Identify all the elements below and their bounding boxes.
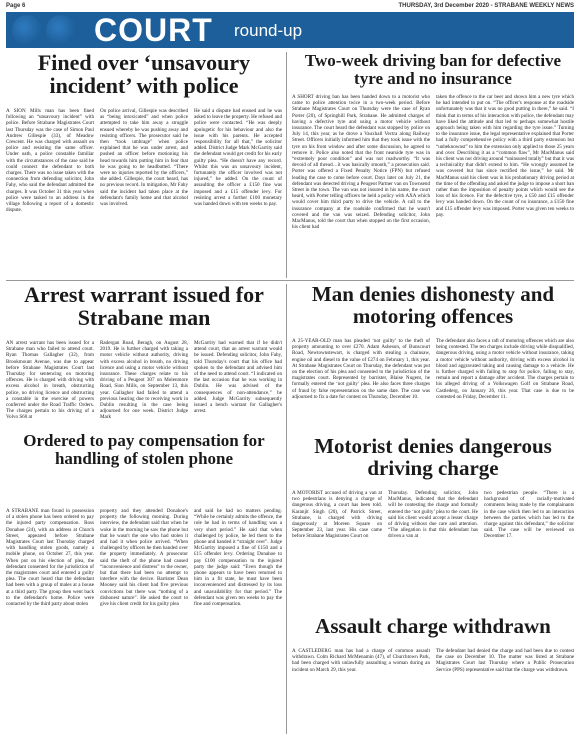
- body-column: and said he had no matters pending. “While he certainly admits the offence, the role he had in terms of handling was a very short period.” He said that when challenged by police, he led them to the phone and handed it “straight over”. Judge McGarrity imposed a fine of £150 and a £15 offender levy. Ordering Donahoe to pay £100 compensation to the injured party the judge said: “Even though the phone appears to have been returned to him in a fit state, he must have been inconvenienced and distressed by its loss and unavailability for that period.” The defendant was given ten weeks to pay the fine and compensation.: [194, 508, 282, 608]
- section-divider: [6, 280, 574, 281]
- body-column: taken the offence to the car beer and shown him a new tyre which he had intended to put on. “The officer's response at the roadside unfortunately was that it was no good putting in there,” he said. “I think that in terms of his interaction with police, the defendant may have liked the attitude and that led to perhaps somewhat hostile approach being taken with him regarding the tyre issue.” Turning to the insurance issue, the legal representative explained that Porter had a fully comprehensive policy with a third party extension but “unbeknownst” to him the extension only applied to those 25 years and over. Describing it as a “common flaw”, Mr MacManus said his client was not driving around “uninsured totally” but that it was a technicality that didn't extend to him. “He wrongly assumed he was covered but has since rectified the issue,” he said. Mr MacManus said his client was in his probationary driving period at the time of the offending and asked the judge to impose a short ban rather than the imposition of penalty points which would see the loss of his licence. For the defective tyre, a £50 and £15 offender levy was handed down. On the count of no insurance, a £150 fine and £15 offender levy was imposed. Porter was given ten weeks to pay.: [436, 94, 574, 218]
- article-fined: [6, 50, 282, 278]
- body-column: The defendant also faces a raft of motoring offences which are also being contested. The ten charges include driving while disqualified, dangerous driving, using a motor vehicle without insurance, taking a motor vehicle without authority, driving with excess alcohol in blood and aggravated taking and causing damage to a vehicle. He is further charged with failing to stop for police, failing to stay, remain and report a damage after accident. The charges pertain to his alleged driving of a Volkswagen Golf on Strabane Road, Castlederg, on January 26, this year. That case is due to be contested on Friday, December 11.: [436, 338, 574, 400]
- headline: Two-week driving ban for defective tyre and no insurance: [304, 52, 562, 88]
- body-column: A CASTLEDERG man has had a charge of common assault withdrawn. Colm Richard McMenamin (47), of Churchtown Park, had been charged with unlawfully assaulting a woman during an incident on March 29, this year.: [292, 648, 430, 673]
- page-header: [6, 2, 574, 12]
- article-arrest: [6, 284, 282, 430]
- column-divider: [286, 284, 287, 734]
- body-column: A STRABANE man found in possession of a stolen phone has been ordered to pay the injured party compensation. Ross Donahoe (24), with an address at Church Street, appeared before Strabane Magistrates Court last Thursday charged with handling stolen goods, namely a mobile phone, on October 27, this year. When put on his election of plea, the defendant consented for the jurisdiction of the magistrates court and entered a guilty plea. The court heard that the defendant had been with a group of males at a house at a third party. The group then went back to the defendant's home. Police were contacted by the third party about stolen: [6, 508, 94, 608]
- headline: Man denies dishonesty and motoring offences: [311, 284, 555, 328]
- banner-title: COURT: [94, 12, 213, 48]
- article-body: [6, 508, 282, 734]
- headline: Motorist denies dangerous driving charge: [314, 436, 552, 480]
- body-column: McGarrity had warned that if he didn't attend court, that an arrest warrant would be issued. Defending solicitor, John Fahy, told Thursday's court that his office had spoken to the defendant and advised him of the need to attend court. “I indicated on the last occasion that he was working in Dublin. He was advised of the consequences of non-attendance,” he added. Judge McGarrity subsequently issued a bench warrant for Gallagher's arrest.: [194, 340, 282, 415]
- article-body: [292, 648, 574, 734]
- article-body: [292, 94, 574, 278]
- decorative-star-icon: [12, 15, 42, 45]
- decorative-star-icon: [46, 15, 76, 45]
- column-divider: [286, 52, 287, 278]
- body-column: On police arrival, Gillespie was described as “being intoxicated” and when police attempted to take him away a struggle ensued whereby he was pushing away and resisting officers. The prosecutor said he then “took umbrage” when police explained that he was under arrest, and pushed an officer before motioning his head towards him putting him in fear that he was going to be headbutted. “There were no injuries reported by the officers,” she added. Gillespie, the court heard, has no previous record. In mitigation, Mr Fahy said the incident had taken place at the defendant's family home and that alcohol was involved.: [100, 108, 188, 208]
- article-body: [6, 108, 282, 276]
- article-body: [6, 340, 282, 430]
- body-column: two pedestrian people. “There is a background of racially-motivated comments being made by the complainants in the case which then led to an interaction between the parties which has led to the charge against this defendant,” the solicitor said. The case will be reviewed on December 17.: [484, 490, 574, 540]
- body-column: The defendant had denied the charge and had been due to contest the case on December 10. The matter was listed at Strabane Magistrates Court last Thursday where a Public Prosecution Service (PPS) representative said that the charge was withdrawn.: [436, 648, 574, 673]
- banner-subtitle: round-up: [234, 21, 303, 40]
- article-dishonesty: [292, 284, 574, 434]
- headline: Fined over ‘unsavoury incident’ with police: [37, 52, 251, 98]
- body-column: A SHORT driving ban has been handed down to a motorist who came to police attention twice in a two-week period. Before Strabane Magistrates Court on Thursday were the case of Ryan Porter (20), of Springhill Park, Strabane. He admitted charges of having a defective tyre and using a motor vehicle without insurance. The court heard the defendant was stopped by police on July 14, this year, as he drove a Vauxhall Vectra along Railway Street. Officers initially informed him that they took issue with the tyre on his front window and after some discussion, he agreed to remove it. Police also noted that the front nearside tyre was in “extremely poor condition” and was not roadworthy. “It was devoid of all thread…it was basically smooth,” a prosecution said. Porter was offered a Fixed Penalty Notice (FPN) but refused leading the case to come before court. Days later on July 21, the defendant was detected driving a Peugeot Partner van on Townsend Street in the town. The van was not insured in his name, the court heard, with Porter telling officers he held a policy with AXA which would cover him third party to drive the vehicle. A call to the insurance company at the roadside confirmed that he wasn't covered and the van was seized. Defending solicitor, John MacManus, told the court that when stopped on the first occasion, his client had: [292, 94, 430, 231]
- headline: Arrest warrant issued for Strabane man: [24, 284, 264, 330]
- page-number: Page 6: [6, 3, 26, 9]
- body-column: Radergan Road, Beragh, on August 28, 2019. He is further charged with taking a motor vehicle without authority, driving with excess alcohol in breath, no driving licence and using a motor vehicle without insurance. These charges relate to his driving of a Peugeot 307 on Molenmore Road, Sion Mills, on September 13, this year. Gallagher had failed to attend a previous hearing due to receiving work in Dublin resulting in the case being adjourned for one week. District Judge Mark: [100, 340, 188, 421]
- headline: Assault charge withdrawn: [315, 616, 551, 638]
- body-column: A SION Mills man has been fined following an “unsavoury incident” with police. Before Strabane Magistrates Court last Thursday was the case of Simon Paul Andrew Gillespie (33), of Meadow Crescent. He was charged with assault on police and resisting the same officer. Under oath, a police constable familiar with the circumstances of the case said he could connect the defendant to both charges. There was no issue taken with the connection from defending solicitor, John Fahy, who said the defendant admitted the charges. It was October 31 this year when police were tasked to an address in the village following a report of a domestic dispute.: [6, 108, 94, 214]
- body-column: AN arrest warrant has been issued for a Strabane man who failed to attend court. Ryan Thomas Gallagher (32), from Brookmount Avenue, was due to appear before Strabane Magistrates Court last Thursday for sentencing on motoring offences. He is charged with driving with excess alcohol in breath, obstructing police, no driving licence and obstructing a constable in the exercise of powers conferred under the Road Traffic Orders. The charges pertain to his driving of a Volvo S60 at: [6, 340, 94, 421]
- article-assault: [292, 616, 574, 734]
- article-stolen-phone: [6, 432, 282, 734]
- article-body: [292, 338, 574, 434]
- issue-date: THURSDAY, 3rd December 2020 - STRABANE WEEKLY NEWS: [398, 3, 574, 9]
- body-column: A MOTORIST accused of driving a van at two pedestrians is denying a charge of dangerous driving, a court has been told. Karanjit Singh (20), of Patrick Street, Strabane, is charged with driving dangerously at Moreen Square on September 23, last year. His case came before Strabane Magistrates Court on: [292, 490, 382, 540]
- article-dangerous-driving: [292, 436, 574, 614]
- body-column: property and they attended Donahoe's property the following morning. During interview, the defendant said that when he woke in the morning he saw the phone but that he wasn't the one who had stolen it and had it when police arrived. “When challenged by officers he then handed over the property immediately. A prosecutor said the theft of the phone had caused “inconvenience and distress” to the owner, but that there had been no attempt to interfere with the device. Barrister Dean Mooney said his client had five previous convictions but there was “nothing of a dishonest nature”. He asked the court to give his client credit for his guilty plea: [100, 508, 188, 608]
- section-banner: [6, 12, 574, 48]
- article-tyre: [292, 50, 574, 278]
- article-body: [292, 490, 574, 614]
- body-column: He said a dispute had ensued and he was asked to leave the property. He refused and police were contacted. “He was deeply apologetic for his behaviour and also the issue with his parents. He accepted responsibility for all that,” the solicitor added. District Judge Mark McGarrity said the defendant would get credit for his early guilty plea. “He doesn't have any record. Whilst this was an unsavoury incident, fortunately the officer involved was not injured,” he added. On the count of assaulting the officer a £150 fine was imposed and a £15 offender levy. For resisting arrest a further £100 monetary was handed down with ten weeks to pay.: [194, 108, 282, 208]
- body-column: Thursday. Defending solicitor, John MacManus, indicated that the defendant will be contesting the charge and formally entered the ‘not guilty’ plea to the court. He said his client would accept a lesser charge of driving without due care and attention. “The allegation is that this defendant has driven a van at: [388, 490, 478, 540]
- body-column: A 25-YEAR-OLD man has pleaded ‘not guilty’ to the theft of property amounting to over £270. Adam Asheson, of Bunscourt Road, Newtownstewart, is charged with stealing a chainsaw, engine oil and diesel to the value of £274 on February 1, this year. At Strabane Magistrates Court on Thursday, the defendant was put on the election of his plea and consented to the jurisdiction of the magistrates court. Represented by barrister, Blaise Nugent, he formally entered the ‘not guilty’ plea. He also faces three charges of fraud by false representation on the same date. The case was adjourned to fix a date for contest on Thursday, December 10.: [292, 338, 430, 400]
- headline: Ordered to pay compensation for handling of stolen phone: [23, 432, 265, 468]
